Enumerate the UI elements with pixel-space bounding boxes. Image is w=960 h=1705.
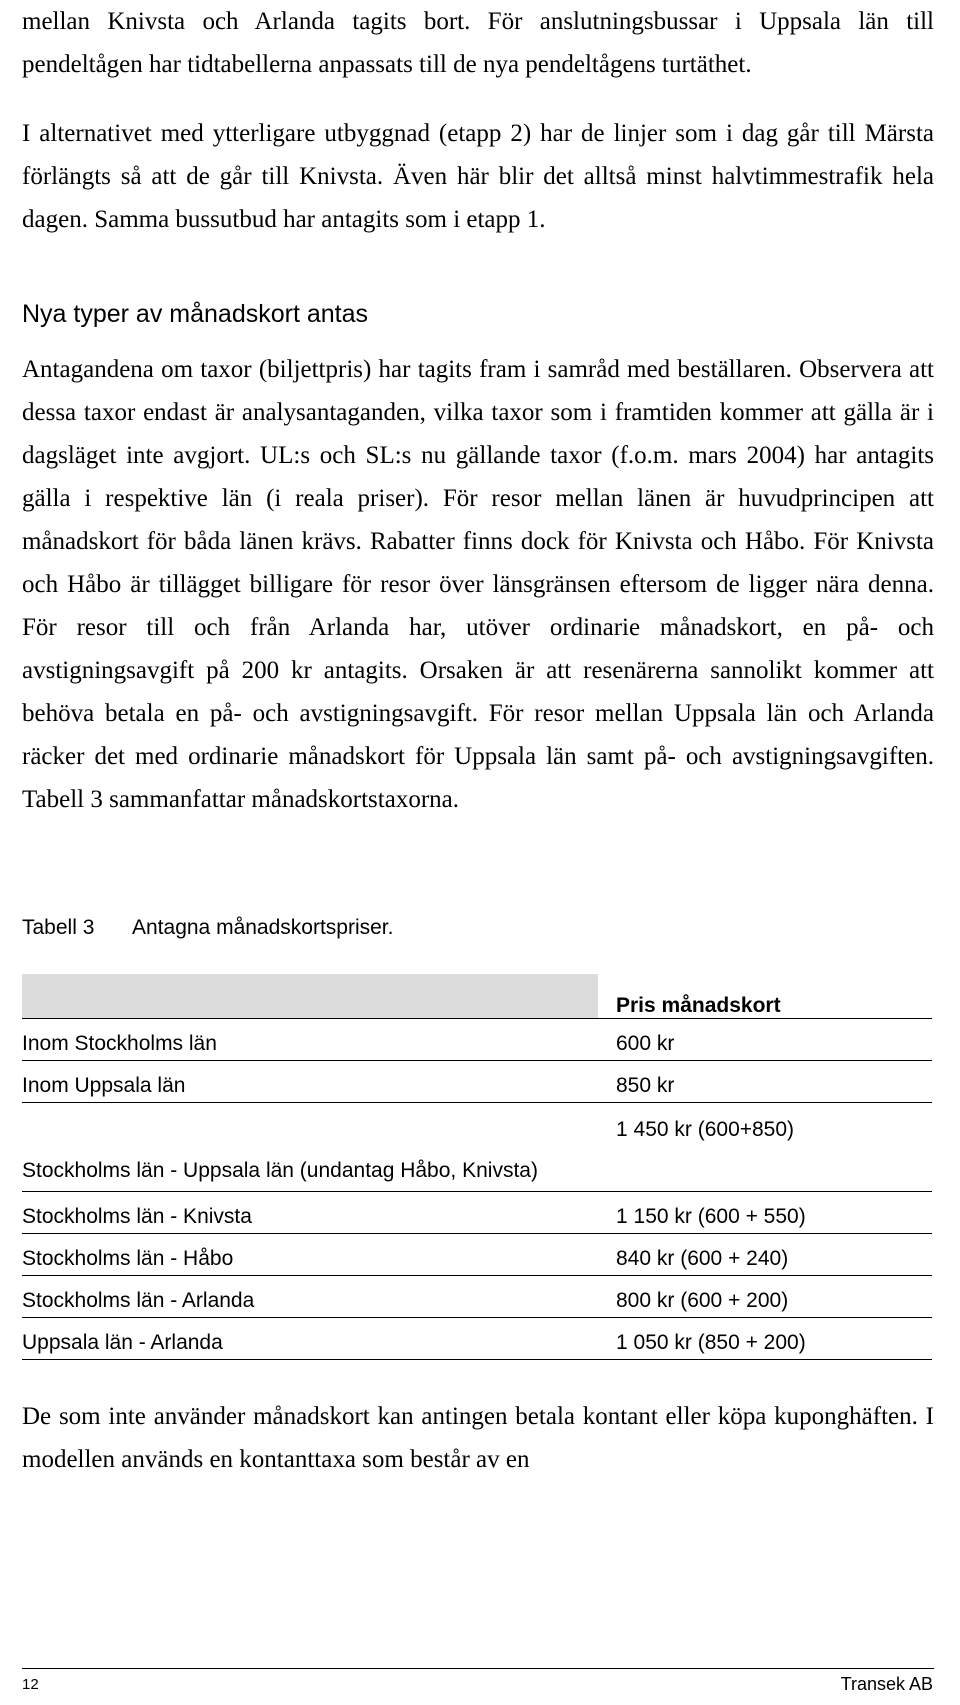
table-row (22, 1019, 932, 1061)
paragraph-continuation: mellan Knivsta och Arlanda tagits bort. För anslutningsbussar i Uppsala län till pendeltågen har tidtabellerna anpassats till de nya pendeltågens turtäthet. (22, 8, 934, 78)
paragraph-kontant: De som inte använder månadskort kan antingen betala kontant eller köpa kuponghäften. I modellen används en kontanttaxa som består av en (22, 1403, 934, 1473)
header-cell-area (22, 974, 598, 1019)
paragraph-taxor: Antagandena om taxor (biljettpris) har tagits fram i samråd med beställaren. Observera att dessa taxor endast är analysantaganden, vilka taxor som i framtiden kommer att gälla är i dagsläget inte avgjort. UL:s och SL:s nu gällande taxor (f.o.m. mars 2004) har antagits gälla i respektive län (i reala priser). För resor mellan länen är huvudprincipen att månadskort för båda länen krävs. Rabatter finns dock för Knivsta och Håbo. För Knivsta och Håbo är tillägget billigare för resor över länsgränsen eftersom de ligger nära denna. För resor till och från Arlanda har, utöver ordinarie månadskort, en på- och avstigningsavgift på 200 kr antagits. Orsaken är att resenärerna sannolikt kommer att behöva betala en på- och avstigningsavgift. För resor mellan Uppsala län och Arlanda räcker det med ordinarie månadskort för Uppsala län samt på- och avstigningsavgiften. Tabell 3 sammanfattar månadskortstaxorna. (22, 356, 934, 813)
cell-area: Inom Stockholms län (22, 1019, 598, 1061)
table-row (22, 1276, 932, 1318)
table-row (22, 1061, 932, 1103)
page-number: 12 (22, 1676, 39, 1693)
table-row (22, 1103, 932, 1192)
cell-area: Stockholms län - Uppsala län (undantag Håbo, Knivsta) (22, 1103, 598, 1192)
table-header-row (22, 974, 932, 1019)
table-row (22, 1192, 932, 1234)
cell-area: Stockholms län - Håbo (22, 1234, 598, 1276)
paragraph-etapp-2: I alternativet med ytterligare utbyggnad (etapp 2) har de linjer som i dag går till Märsta förlängts så att de går till Knivsta. Även här blir det alltså minst halvtimmestrafik hela dagen. Samma bussutbud har antagits som i etapp 1. (22, 120, 934, 233)
cell-price: 840 kr (600 + 240) (598, 1234, 932, 1276)
cell-price: 800 kr (600 + 200) (598, 1276, 932, 1318)
table-caption-number: Tabell 3 (22, 916, 95, 939)
price-table (22, 974, 932, 1360)
cell-area: Uppsala län - Arlanda (22, 1318, 598, 1360)
cell-price: 600 kr (598, 1019, 932, 1061)
footer-company: Transek AB (840, 1674, 933, 1694)
footer-divider (22, 1668, 934, 1669)
table-caption-title: Antagna månadskortspriser. (132, 916, 394, 939)
cell-area: Stockholms län - Arlanda (22, 1276, 598, 1318)
cell-price: 850 kr (598, 1061, 932, 1103)
section-heading: Nya typer av månadskort antas (22, 300, 368, 328)
table-row (22, 1234, 932, 1276)
cell-price: 1 450 kr (600+850) (598, 1103, 932, 1192)
header-cell-price: Pris månadskort (598, 974, 932, 1019)
cell-area: Inom Uppsala län (22, 1061, 598, 1103)
table-row (22, 1318, 932, 1360)
cell-price: 1 150 kr (600 + 550) (598, 1192, 932, 1234)
table-caption (22, 912, 393, 944)
cell-area: Stockholms län - Knivsta (22, 1192, 598, 1234)
cell-price: 1 050 kr (850 + 200) (598, 1318, 932, 1360)
